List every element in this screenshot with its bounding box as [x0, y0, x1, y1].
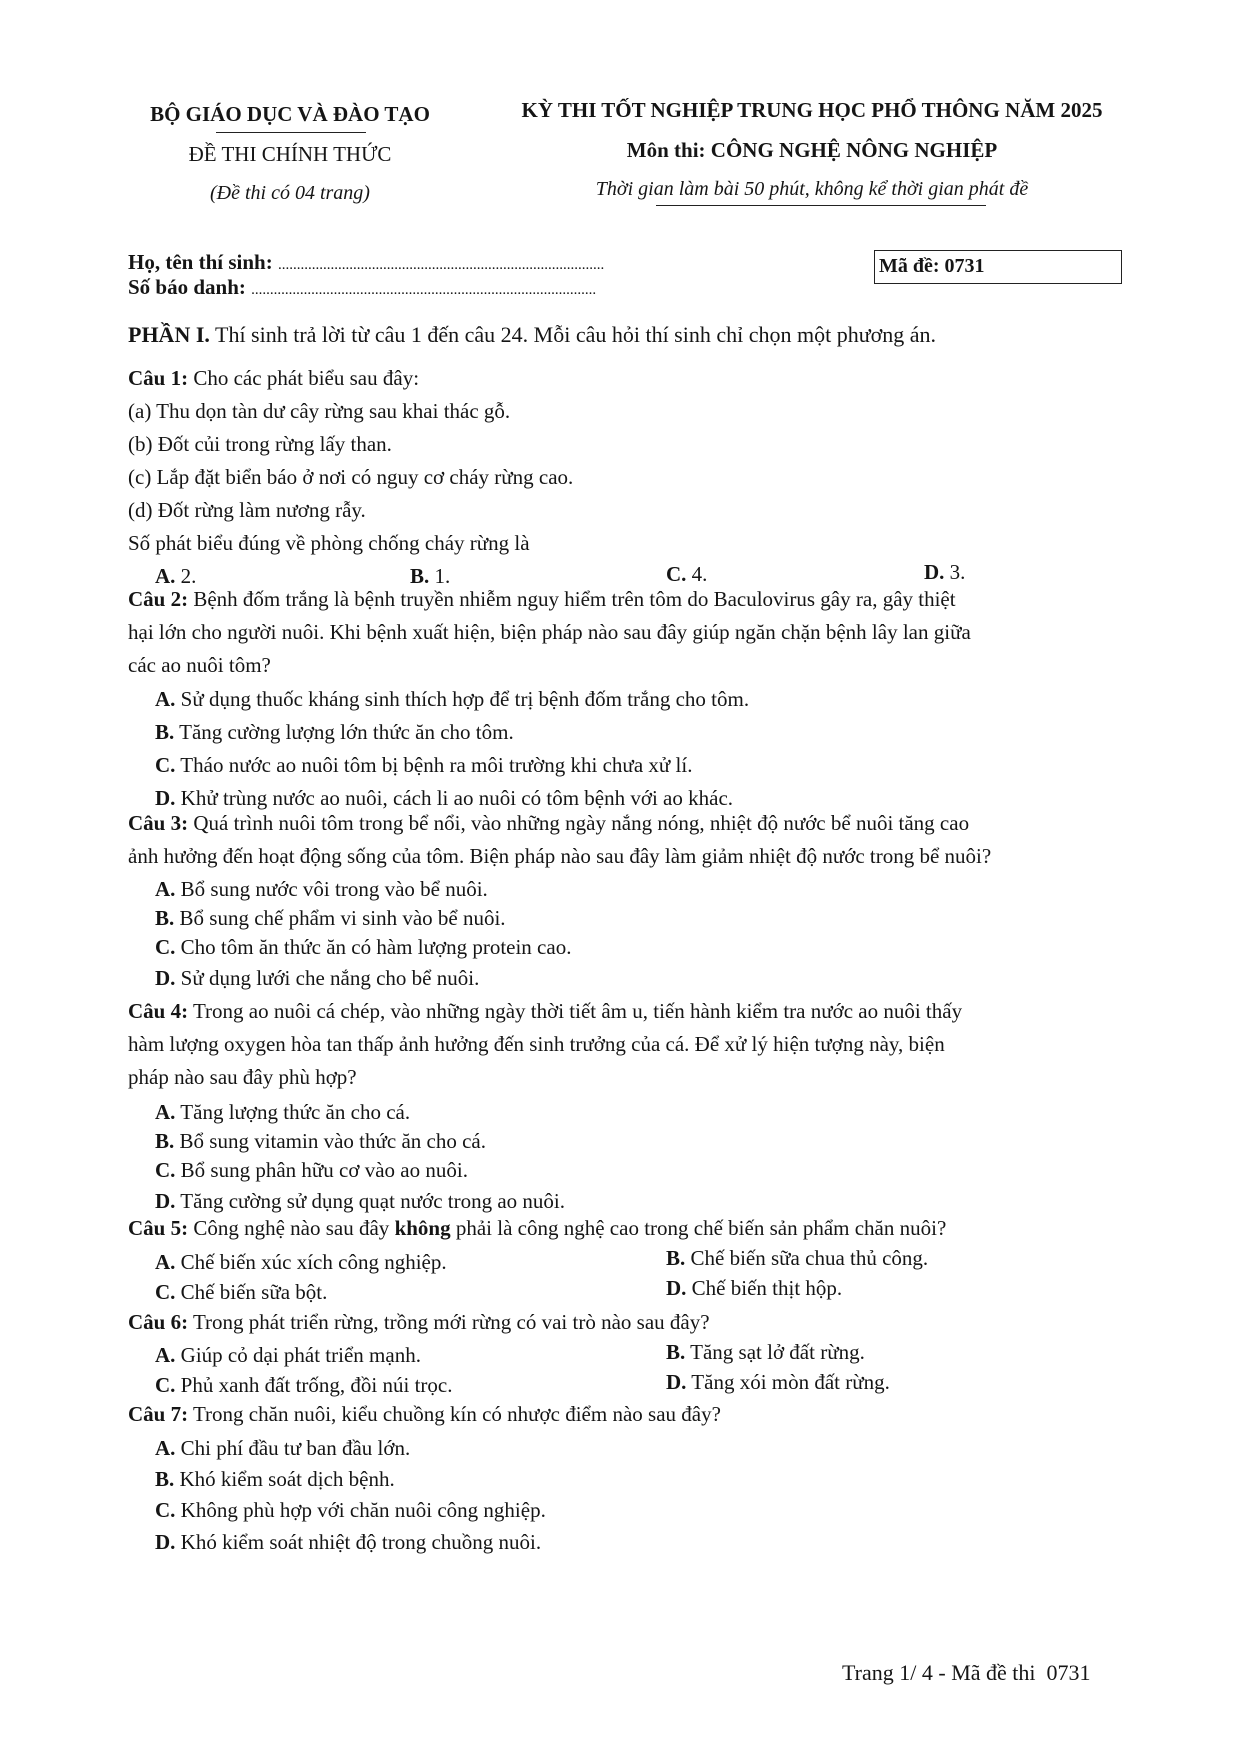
candidate-id-row: [128, 275, 596, 299]
option-text: 2.: [180, 564, 197, 588]
q2-label: Câu 2:: [128, 587, 189, 611]
option-key: C.: [155, 1373, 176, 1397]
q2-stem-line-3: các ao nuôi tôm?: [128, 653, 271, 677]
option-key: B.: [155, 720, 175, 744]
option-key: D.: [666, 1370, 687, 1394]
option-text: Chế biến xúc xích công nghiệp.: [180, 1250, 447, 1274]
option-text: Phủ xanh đất trống, đồi núi trọc.: [180, 1373, 453, 1397]
q2-option-a[interactable]: [155, 687, 749, 711]
q6-option-a[interactable]: [155, 1343, 421, 1367]
option-text: Khó kiểm soát nhiệt độ trong chuồng nuôi.: [180, 1530, 542, 1554]
q7-option-c[interactable]: [155, 1498, 546, 1522]
q1-stem: [128, 366, 419, 390]
q2-stem-text: Bệnh đốm trắng là bệnh truyền nhiễm nguy hiểm trên tôm do Baculovirus gây ra, gây thiệt: [193, 587, 956, 611]
option-key: C.: [155, 1498, 176, 1522]
option-key: A.: [155, 1343, 176, 1367]
time-underline: [656, 205, 986, 206]
q1-statement-c: (c) Lắp đặt biển báo ở nơi có nguy cơ cháy rừng cao.: [128, 465, 574, 489]
q6-stem: [128, 1310, 710, 1334]
q4-option-b[interactable]: [155, 1129, 486, 1153]
q3-stem-text: Quá trình nuôi tôm trong bể nổi, vào những ngày nắng nóng, nhiệt độ nước bể nuôi tăng cao: [193, 811, 970, 835]
q1-question: Số phát biểu đúng về phòng chống cháy rừng là: [128, 531, 530, 555]
time-note: Thời gian làm bài 50 phút, không kể thời gian phát đề: [595, 178, 1029, 200]
q4-stem-line-1: [128, 999, 962, 1023]
exam-code-label: Mã đề:: [879, 255, 940, 277]
q5-label: Câu 5:: [128, 1216, 189, 1240]
exam-code-box: [874, 250, 1122, 284]
q1-option-c[interactable]: [666, 562, 707, 586]
option-text: Chi phí đầu tư ban đầu lớn.: [180, 1436, 411, 1460]
option-key: D.: [155, 1530, 176, 1554]
option-text: Chế biến sữa chua thủ công.: [690, 1246, 929, 1270]
exam-title: KỲ THI TỐT NGHIỆP TRUNG HỌC PHỔ THÔNG NĂM 2025: [521, 98, 1103, 122]
exam-code-value: 0731: [944, 255, 985, 277]
option-key: C.: [155, 753, 176, 777]
option-text: Bổ sung phân hữu cơ vào ao nuôi.: [180, 1158, 468, 1182]
q5-stem-before: Công nghệ nào sau đây: [193, 1216, 390, 1240]
q5-stem-emphasis: không: [394, 1216, 451, 1240]
ministry-underline: [216, 132, 366, 133]
section-instructions: Thí sinh trả lời từ câu 1 đến câu 24. Mỗi câu hỏi thí sinh chỉ chọn một phương án.: [215, 322, 937, 347]
option-text: Bổ sung vitamin vào thức ăn cho cá.: [179, 1129, 486, 1153]
q4-stem-line-3: pháp nào sau đây phù hợp?: [128, 1065, 357, 1089]
q4-label: Câu 4:: [128, 999, 189, 1023]
option-text: 4.: [691, 562, 708, 586]
q5-option-a[interactable]: [155, 1250, 447, 1274]
option-text: 1.: [434, 564, 451, 588]
q3-label: Câu 3:: [128, 811, 189, 835]
option-key: B.: [155, 906, 175, 930]
option-key: C.: [155, 935, 176, 959]
q6-stem-text: Trong phát triển rừng, trồng mới rừng có vai trò nào sau đây?: [192, 1310, 710, 1334]
option-key: C.: [155, 1158, 176, 1182]
option-text: Tháo nước ao nuôi tôm bị bệnh ra môi trường khi chưa xử lí.: [180, 753, 693, 777]
ministry-name: BỘ GIÁO DỤC VÀ ĐÀO TẠO: [150, 102, 430, 126]
option-text: Giúp cỏ dại phát triển mạnh.: [180, 1343, 421, 1367]
q4-option-c[interactable]: [155, 1158, 468, 1182]
pages-note: (Đề thi có 04 trang): [210, 182, 370, 204]
option-key: A.: [155, 1436, 176, 1460]
option-text: Cho tôm ăn thức ăn có hàm lượng protein cao.: [180, 935, 572, 959]
q1-label: Câu 1:: [128, 366, 189, 390]
candidate-id-label: Số báo danh:: [128, 275, 246, 299]
q3-stem-line-1: [128, 811, 969, 835]
q5-option-d[interactable]: [666, 1276, 842, 1300]
q1-option-a[interactable]: [155, 564, 196, 588]
option-text: Tăng lượng thức ăn cho cá.: [180, 1100, 411, 1124]
candidate-name-dots: .......................................................................................: [277, 257, 605, 273]
q6-option-d[interactable]: [666, 1370, 890, 1394]
option-text: Tăng cường lượng lớn thức ăn cho tôm.: [179, 720, 514, 744]
option-key: D.: [155, 966, 176, 990]
q5-option-b[interactable]: [666, 1246, 928, 1270]
q5-stem: [128, 1216, 946, 1240]
q1-statement-a: (a) Thu dọn tàn dư cây rừng sau khai thác gỗ.: [128, 399, 511, 423]
q7-stem-text: Trong chăn nuôi, kiểu chuồng kín có nhược điểm nào sau đây?: [192, 1402, 721, 1426]
q3-option-b[interactable]: [155, 906, 506, 930]
q4-stem-line-2: hàm lượng oxygen hòa tan thấp ảnh hưởng đến sinh trưởng của cá. Để xử lý hiện tượng này, biện: [128, 1032, 945, 1056]
option-key: A.: [155, 877, 176, 901]
q3-option-d[interactable]: [155, 966, 479, 990]
q2-stem-line-2: hại lớn cho người nuôi. Khi bệnh xuất hiện, biện pháp nào sau đây giúp ngăn chặn bệnh lây lan giữa: [128, 620, 971, 644]
option-text: Tăng sạt lở đất rừng.: [690, 1340, 865, 1364]
q2-option-d[interactable]: [155, 786, 733, 810]
option-text: 3.: [949, 560, 966, 584]
option-key: A.: [155, 1100, 176, 1124]
section-label: PHẦN I.: [128, 322, 210, 347]
option-text: Chế biến sữa bột.: [180, 1280, 328, 1304]
option-key: C.: [666, 562, 687, 586]
option-key: D.: [155, 786, 176, 810]
q1-stem-text: Cho các phát biểu sau đây:: [193, 366, 420, 390]
q2-stem-line-1: [128, 587, 956, 611]
option-text: Sử dụng lưới che nắng cho bể nuôi.: [180, 966, 480, 990]
q1-statement-d: (d) Đốt rừng làm nương rẫy.: [128, 498, 366, 522]
option-text: Khó kiểm soát dịch bệnh.: [179, 1467, 395, 1491]
q3-option-c[interactable]: [155, 935, 571, 959]
option-key: B.: [155, 1467, 175, 1491]
option-key: B.: [155, 1129, 175, 1153]
candidate-id-dots: ............................................................................................: [251, 282, 597, 298]
section-heading: [128, 322, 936, 347]
q4-option-a[interactable]: [155, 1100, 410, 1124]
q1-statement-b: (b) Đốt củi trong rừng lấy than.: [128, 432, 392, 456]
q2-option-b[interactable]: [155, 720, 514, 744]
q6-option-b[interactable]: [666, 1340, 865, 1364]
q7-option-d[interactable]: [155, 1530, 541, 1554]
option-key: D.: [666, 1276, 687, 1300]
option-key: C.: [155, 1280, 176, 1304]
page-footer: Trang 1/ 4 - Mã đề thi 0731: [842, 1660, 1091, 1685]
q5-option-c[interactable]: [155, 1280, 327, 1304]
subject-name: CÔNG NGHỆ NÔNG NGHIỆP: [710, 138, 998, 162]
option-text: Sử dụng thuốc kháng sinh thích hợp để trị bệnh đốm trắng cho tôm.: [180, 687, 750, 711]
q3-option-a[interactable]: [155, 877, 488, 901]
option-text: Chế biến thịt hộp.: [691, 1276, 843, 1300]
option-key: B.: [666, 1246, 686, 1270]
option-text: Không phù hợp với chăn nuôi công nghiệp.: [180, 1498, 546, 1522]
option-text: Khử trùng nước ao nuôi, cách li ao nuôi có tôm bệnh với ao khác.: [180, 786, 734, 810]
option-text: Bổ sung nước vôi trong vào bể nuôi.: [180, 877, 488, 901]
option-text: Bổ sung chế phẩm vi sinh vào bể nuôi.: [179, 906, 506, 930]
option-key: B.: [666, 1340, 686, 1364]
q5-stem-after: phải là công nghệ cao trong chế biến sản phẩm chăn nuôi?: [455, 1216, 947, 1240]
subject-line: [492, 138, 1132, 162]
option-key: D.: [924, 560, 945, 584]
q4-option-d[interactable]: [155, 1189, 565, 1213]
q7-option-a[interactable]: [155, 1436, 410, 1460]
q6-label: Câu 6:: [128, 1310, 189, 1334]
option-key: D.: [155, 1189, 176, 1213]
q3-stem-line-2: ảnh hưởng đến hoạt động sống của tôm. Biện pháp nào sau đây làm giảm nhiệt độ nước trong bể nuôi?: [128, 844, 992, 868]
q1-option-d[interactable]: [924, 560, 965, 584]
subject-label: Môn thi:: [626, 138, 706, 162]
option-text: Tăng cường sử dụng quạt nước trong ao nuôi.: [180, 1189, 566, 1213]
q4-stem-text: Trong ao nuôi cá chép, vào những ngày thời tiết âm u, tiến hành kiểm tra nước ao nuôi thấy: [192, 999, 963, 1023]
official-label: ĐỀ THI CHÍNH THỨC: [188, 142, 392, 166]
q1-option-b[interactable]: [410, 564, 450, 588]
q7-label: Câu 7:: [128, 1402, 189, 1426]
option-key: B.: [410, 564, 430, 588]
option-key: A.: [155, 1250, 176, 1274]
option-key: A.: [155, 564, 176, 588]
candidate-name-label: Họ, tên thí sinh:: [128, 250, 273, 274]
option-key: A.: [155, 687, 176, 711]
q7-stem: [128, 1402, 721, 1426]
option-text: Tăng xói mòn đất rừng.: [691, 1370, 890, 1394]
q2-option-c[interactable]: [155, 753, 692, 777]
q6-option-c[interactable]: [155, 1373, 452, 1397]
candidate-name-row: [128, 250, 604, 274]
q7-option-b[interactable]: [155, 1467, 395, 1491]
